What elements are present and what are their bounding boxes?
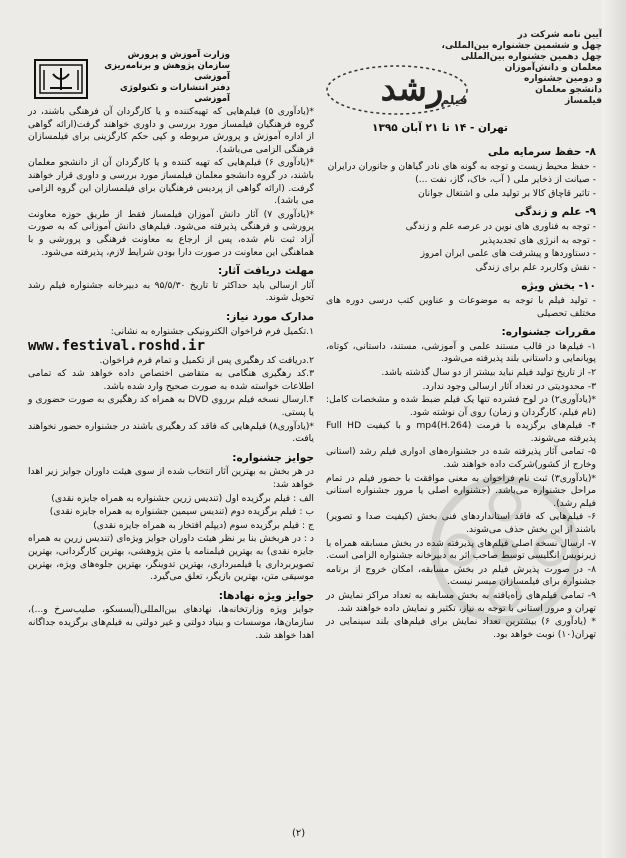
paragraph: *(یادآوری۲) در لوح فشرده تنها یک فیلم ضبط شده و مشخصات کامل: (نام فیلم، کارگردان و زمان) روی آن نوشته شود. <box>326 394 596 418</box>
festival-line: معلمان و دانش‌آموزان <box>504 63 602 73</box>
section-heading: مقررات جشنواره: <box>501 326 596 339</box>
paragraph: ۹- تمامی فیلم‌های راه‌یافته به بخش مسابقه به تعداد مراکز نمایش در تهران و مرور استانی با توجه به نیاز، تکثیر و نمایش داده خواهند شد. <box>326 590 596 614</box>
paragraph: ۵- تمامی آثار پذیرفته شده در جشنواره‌های ادواری فیلم رشد (استانی وخارج از کشور)شرکت داده خواهند شد. <box>326 446 596 471</box>
paragraph: ۱.تکمیل فرم فراخوان الکترونیکی جشنواره به نشانی: <box>110 325 314 337</box>
logo-prefix: فیلم <box>440 93 468 107</box>
festival-line: چهل و ششمین جشنواره بین‌المللی، <box>441 41 602 51</box>
paragraph: د : در هربخش بنا بر نظر هیئت داوران جوایز ویژه‌ای (تندیس زرین به همراه جایزه نقدی) به بهترین فیلمنامه یا متن پژوهشی، بهترین کارگردانی، بهترین تصویربرداری یا فیلمبرداری، بهترین تدوینگر، بهترین جلوه‌های ویژه، بهترین موسیقی متن، بهترین بازیگر، تعلق می‌گیرد. <box>28 533 314 583</box>
left-column <box>28 106 314 643</box>
bullet-item: - نقش وکاربرد علم برای زندگی <box>326 262 596 275</box>
ministry-line: سازمان پژوهش و برنامه‌ریزی آموزشی <box>104 61 230 82</box>
festival-dateline: تهران - ۱۴ تا ۲۱ آبان ۱۳۹۵ <box>372 122 508 134</box>
paragraph: ۲- از تاریخ تولید فیلم نباید بیشتر از دو سال گذشته باشد. <box>381 366 596 378</box>
paragraph: آثار ارسالی باید حداکثر تا تاریخ ۹۵/۵/۳۰ به دبیرخانه جشنواره فیلم رشد تحویل شوند. <box>28 279 314 304</box>
paragraph: ۴- فیلم‌های برگزیده با فرمت mp4(H.264) و با کیفیت Full HD پذیرفته می‌شوند. <box>326 420 596 444</box>
festival-line: آیین نامه شرکت در <box>517 30 602 40</box>
paragraph: ۴.ارسال نسخه فیلم برروی DVD به همراه کد رهگیری به صورت حضوری و یا پستی. <box>28 394 314 419</box>
paragraph: ۲.دریافت کد رهگیری پس از تکمیل و تمام فرم فراخوان. <box>99 354 314 366</box>
right-column <box>326 140 596 642</box>
section-heading: ۹- علم و زندگی <box>514 206 596 219</box>
bullet-item: - تولید فیلم با توجه به موضوعات و عناوین کتب درسی دوره های مختلف تحصیلی <box>326 295 596 320</box>
page-number: (۲) <box>292 828 306 839</box>
logo-word: رشد <box>380 69 444 109</box>
paragraph: *(یادآوری ۶) فیلم‌هایی که تهیه کننده و یا کارگردان آن از دانشجو معلمان باشند، در گروه دانشجو معلمان فیلمساز مورد بررسی و داوری قرار خواهند گرفت. (ارائه گواهی از پردیس فرهنگیان برای فیلمسازان این گروه الزامی می باشد). <box>28 157 314 207</box>
paragraph: در هر بخش به بهترین آثار انتخاب شده از سوی هیئت داوران جوایز زیر اهدا خواهد شد: <box>28 466 314 491</box>
paragraph: الف : فیلم برگزیده اول (تندیس زرین جشنواره به همراه جایزه نقدی) <box>51 492 314 504</box>
ministry-line: وزارت آموزش و پرورش <box>127 50 230 60</box>
festival-line: فیلمساز <box>565 96 602 106</box>
bullet-item: - صیانت از ذخایر ملی ( آب، خاک، گاز، نفت ...) <box>326 174 596 187</box>
roshd-film-logo <box>322 58 472 118</box>
paragraph: ۷- ارسال نسخه اصلی فیلم‌های پذیرفته شده در بخش مسابقه همراه با زیرنویس انگلیسی توسط صاحب اثر به دبیرخانه جشنواره الزامی است. <box>326 537 596 562</box>
paragraph: *(یادآوری ۷) آثار دانش آموزان فیلمساز فقط از طریق حوزه معاونت پرورشی و فرهنگی پذیرفته می‌شود. فیلم‌های دانش آموزانی که به صورت آزاد ثبت نام شده، پس از ارجاع به معاونت فرهنگی و پرورشی و با هماهنگی این معاونت در صورت دارا بودن شرایط لازم، پذیرفته می‌شود. <box>28 208 315 258</box>
paragraph: ۳.کد رهگیری هنگامی به متقاضی اختصاص داده خواهد شد که تمامی اطلاعات خواسته شده به صورت صحیح وارد شده باشد. <box>28 368 314 392</box>
bullet-item: - تاثیر قاچاق کالا بر تولید ملی و اشتغال جوانان <box>326 188 596 201</box>
paragraph: ۱- فیلم‌ها در قالب مستند علمی و آموزشی، مستند، داستانی، کوتاه، پویانمایی و داستانی بلند پذیرفته می‌شود. <box>326 340 596 365</box>
paragraph: *(یادآوری ۵) فیلم‌هایی که تهیه‌کننده و یا کارگردان آن فرهنگی باشند، در گروه فرهنگیان فیلمساز مورد بررسی و داوری خواهند گرفت(ارائه گواهی از اداره آموزش و پرورش مربوطه و کپی حکم کارگزینی برای فیلمسازان فرهنگی الزامی می‌باشد). <box>28 106 314 155</box>
festival-line: چهل دهمین جشنواره بین‌المللی <box>460 52 602 62</box>
paragraph: *(یادآوری۸) فیلم‌هایی که فاقد کد رهگیری باشند در جشنواره حضور نخواهند یافت. <box>28 420 314 445</box>
ministry-line: دفتر انتشارات و تکنولوژی آموزشی <box>120 83 230 104</box>
bullet-item: - دستاوردها و پیشرفت های علمی ایران امروز <box>326 248 596 261</box>
paragraph: ۳- محدودیتی در تعداد آثار ارسالی وجود ندارد. <box>422 380 596 392</box>
festival-line: دانشجو معلمان <box>535 85 602 95</box>
section-heading: جوایز جشنواره: <box>232 451 314 464</box>
ministry-header <box>90 50 230 105</box>
section-heading: جوایز ویژه نهادها: <box>218 589 314 602</box>
paragraph: ب : فیلم برگزیده دوم (تندیس سیمین جشنواره به همراه جایزه نقدی) <box>49 506 314 518</box>
section-heading: مدارک مورد نیاز: <box>226 310 314 323</box>
ministry-logo-icon <box>32 54 90 104</box>
paragraph: ۸- در صورت پذیرش فیلم در بخش مسابقه، امکان خروج از برنامه جشنواره برای فیلمسازان میسر نیست. <box>326 563 596 588</box>
section-heading: ۱۰- بخش ویژه <box>521 280 596 293</box>
paragraph: * (یادآوری ۶) بیشترین تعداد نمایش برای فیلم‌های بلند سینمایی در تهران(۱۰) نوبت خواهد بود. <box>326 616 596 640</box>
paragraph: ۶- فیلم‌هایی که فاقد استانداردهای فنی بخش (کیفیت صدا و تصویر) باشند از این بخش حذف می‌شوند. <box>326 511 596 536</box>
bullet-item: - حفظ محیط زیست و توجه به گونه های نادر گیاهان و جانوران درایران <box>326 161 596 174</box>
paragraph: *(یادآوری۳) ثبت نام فراخوان به معنی موافقت با حضور فیلم در تمام مراحل جشنواره می‌باشد. (جشنواره اصلی یا مرور جشنواره استانی فیلم رشد). <box>326 472 596 509</box>
bullet-item: - توجه به فناوری های نوین در عرصه علم و زندگی <box>326 221 596 234</box>
festival-url: www.festival.roshd.ir <box>28 338 206 355</box>
section-heading: ۸- حفظ سرمایه ملی <box>487 146 596 158</box>
paragraph: جوایز ویژه وزارتخانه‌ها، نهادهای بین‌المللی(آیسسکو، صلیب‌سرخ و...)، سازمان‌ها، موسسات و بنیاد دولتی و غیر دولتی به فیلم‌های برگزیده جداگانه اهدا خواهد شد. <box>28 604 314 641</box>
paragraph: ج : فیلم برگزیده سوم (دیپلم افتخار به همراه جایزه نقدی) <box>93 519 314 531</box>
bullet-item: - توجه به انرژی های تجدیدپذیر <box>326 235 596 248</box>
page-edge-shadow <box>602 0 626 858</box>
section-heading: مهلت دریافت آثار: <box>217 265 314 278</box>
festival-line: و دومین جشنواره <box>524 74 602 84</box>
